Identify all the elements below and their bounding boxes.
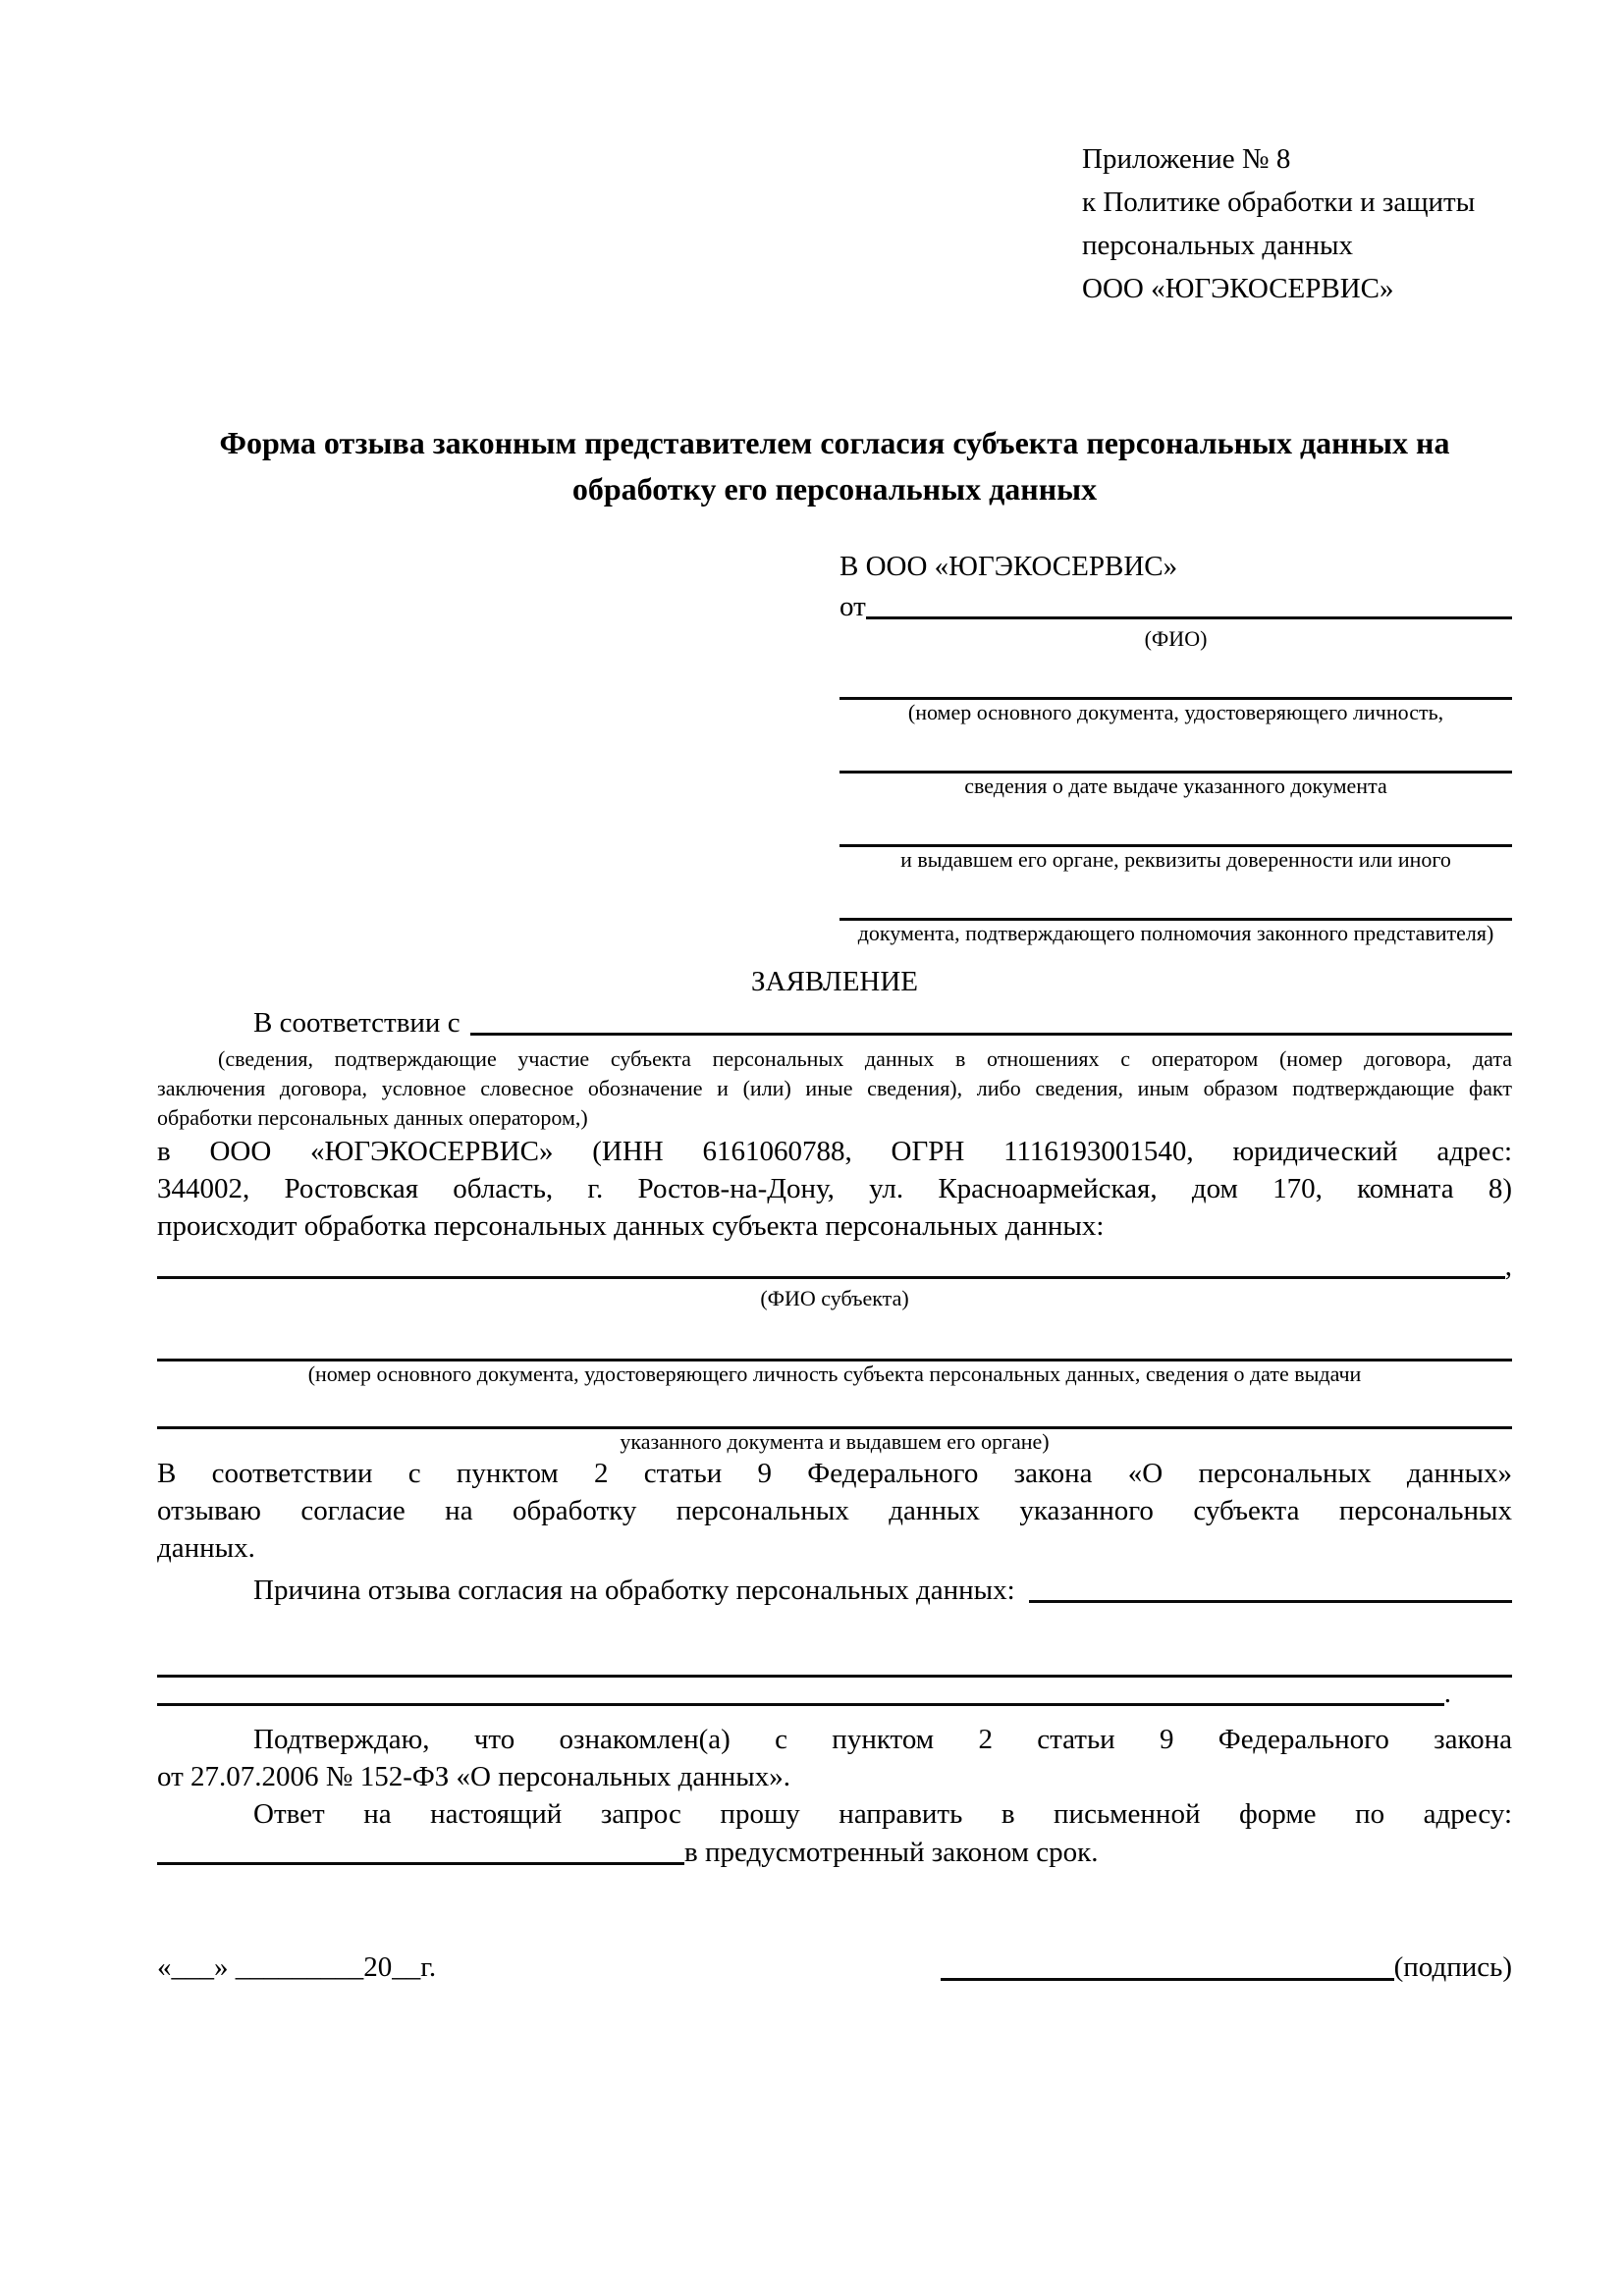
footer-row bbox=[157, 1947, 1512, 1988]
authority-document-blank-line bbox=[839, 873, 1512, 921]
subject-fio-caption: (ФИО субъекта) bbox=[760, 1286, 909, 1310]
document-number-blank-line bbox=[839, 652, 1512, 700]
reply-address-blank-line bbox=[157, 1862, 684, 1865]
appendix-line-4: ООО «ЮГЭКОСЕРВИС» bbox=[1082, 273, 1394, 304]
subject-document-caption-2: указанного документа и выдавшем его органе) bbox=[620, 1429, 1050, 1454]
date-line: «___» _________20__г. bbox=[157, 1951, 437, 1983]
confirmation-line-2: от 27.07.2006 № 152-ФЗ «О персональных данных». bbox=[157, 1761, 791, 1792]
signature-blank-line bbox=[941, 1978, 1394, 1981]
basis-blank-line bbox=[470, 1033, 1512, 1036]
operator-paragraph-line-3: происходит обработка персональных данных субъекта персональных данных: bbox=[157, 1210, 1105, 1242]
from-label: от bbox=[839, 591, 866, 622]
reply-address-row bbox=[157, 1833, 1512, 1872]
subject-fio-blank-line bbox=[157, 1276, 1505, 1279]
appendix-block bbox=[1082, 137, 1512, 310]
basis-row bbox=[157, 1003, 1512, 1042]
issuing-authority-blank-line bbox=[839, 799, 1512, 847]
subject-fio-row bbox=[157, 1247, 1512, 1286]
operator-paragraph-line-2: 344002, Ростовская область, г. Ростов-на-Дону, ул. Красноармейская, дом 170, комната 8) bbox=[157, 1173, 1512, 1204]
issue-date-caption: сведения о дате выдаче указанного документа bbox=[964, 774, 1387, 798]
appendix-line-1: Приложение № 8 bbox=[1082, 143, 1291, 175]
addressee-block bbox=[839, 546, 1512, 946]
reason-row bbox=[157, 1569, 1512, 1610]
basis-prefix: В соответствии с bbox=[253, 1007, 460, 1039]
operator-paragraph bbox=[157, 1133, 1512, 1245]
issue-date-blank-line bbox=[839, 725, 1512, 774]
basis-caption-line-1: (сведения, подтверждающие участие субъекта персональных данных в отношениях с оператором (номер договора, дата bbox=[218, 1046, 1512, 1071]
withdrawal-line-3: данных. bbox=[157, 1532, 255, 1564]
basis-caption-line-2: заключения договора, условное словесное обозначение и (или) иные сведения), либо сведения, иным образом подтверждающие факт bbox=[157, 1076, 1512, 1100]
reason-blank-line bbox=[1029, 1600, 1512, 1603]
representative-fio-blank-line bbox=[866, 616, 1512, 619]
reason-period: . bbox=[1443, 1678, 1451, 1709]
operator-paragraph-line-1: в ООО «ЮГЭКОСЕРВИС» (ИНН 6161060788, ОГРН 1116193001540, юридический адрес: bbox=[157, 1136, 1512, 1167]
appendix-line-3: персональных данных bbox=[1082, 230, 1354, 261]
reply-paragraph bbox=[157, 1795, 1512, 1833]
withdrawal-line-2: отзываю согласие на обработку персональных данных указанного субъекта персональных bbox=[157, 1495, 1512, 1526]
document-number-caption: (номер основного документа, удостоверяющего личность, bbox=[907, 700, 1444, 724]
authority-document-caption: документа, подтверждающего полномочия законного представителя) bbox=[857, 921, 1494, 945]
addressee-from-row bbox=[839, 587, 1512, 626]
reply-line-1: Ответ на настоящий запрос прошу направить в письменной форме по адресу: bbox=[253, 1798, 1512, 1830]
basis-caption-line-3: обработки персональных данных оператором,) bbox=[157, 1105, 588, 1130]
reason-label: Причина отзыва согласия на обработку персональных данных: bbox=[253, 1575, 1015, 1606]
document-title: Форма отзыва законным представителем согласия субъекта персональных данных на обработку его персональных данных bbox=[219, 425, 1450, 507]
reason-blank-line-2 bbox=[157, 1635, 1512, 1678]
subject-document-blank-line-2 bbox=[157, 1387, 1512, 1429]
withdrawal-line-1: В соответствии с пунктом 2 статьи 9 Федерального закона «О персональных данных» bbox=[157, 1458, 1512, 1489]
subject-document-caption: (номер основного документа, удостоверяющего личность субъекта персональных данных, сведения о дате выдачи bbox=[307, 1362, 1362, 1386]
addressee-organization: В ООО «ЮГЭКОСЕРВИС» bbox=[839, 551, 1178, 582]
appendix-line-2: к Политике обработки и защиты bbox=[1082, 187, 1476, 218]
fio-caption: (ФИО) bbox=[1144, 626, 1208, 651]
signature-block bbox=[941, 1947, 1512, 1988]
withdrawal-paragraph bbox=[157, 1455, 1512, 1567]
subject-fio-comma: , bbox=[1504, 1251, 1512, 1282]
issuing-authority-caption: и выдавшем его органе, реквизиты доверенности или иного bbox=[900, 847, 1451, 872]
subject-document-blank-line bbox=[157, 1311, 1512, 1362]
reason-blank-line-3 bbox=[157, 1703, 1444, 1706]
reply-suffix: в предусмотренный законом срок. bbox=[684, 1837, 1099, 1868]
statement-heading: ЗАЯВЛЕНИЕ bbox=[750, 966, 919, 997]
signature-caption: (подпись) bbox=[1393, 1951, 1512, 1983]
confirmation-line-1: Подтверждаю, что ознакомлен(а) с пунктом 2 статьи 9 Федерального закона bbox=[253, 1724, 1512, 1755]
confirmation-paragraph bbox=[157, 1721, 1512, 1795]
basis-caption bbox=[157, 1044, 1512, 1133]
reason-closing-row bbox=[157, 1678, 1451, 1713]
